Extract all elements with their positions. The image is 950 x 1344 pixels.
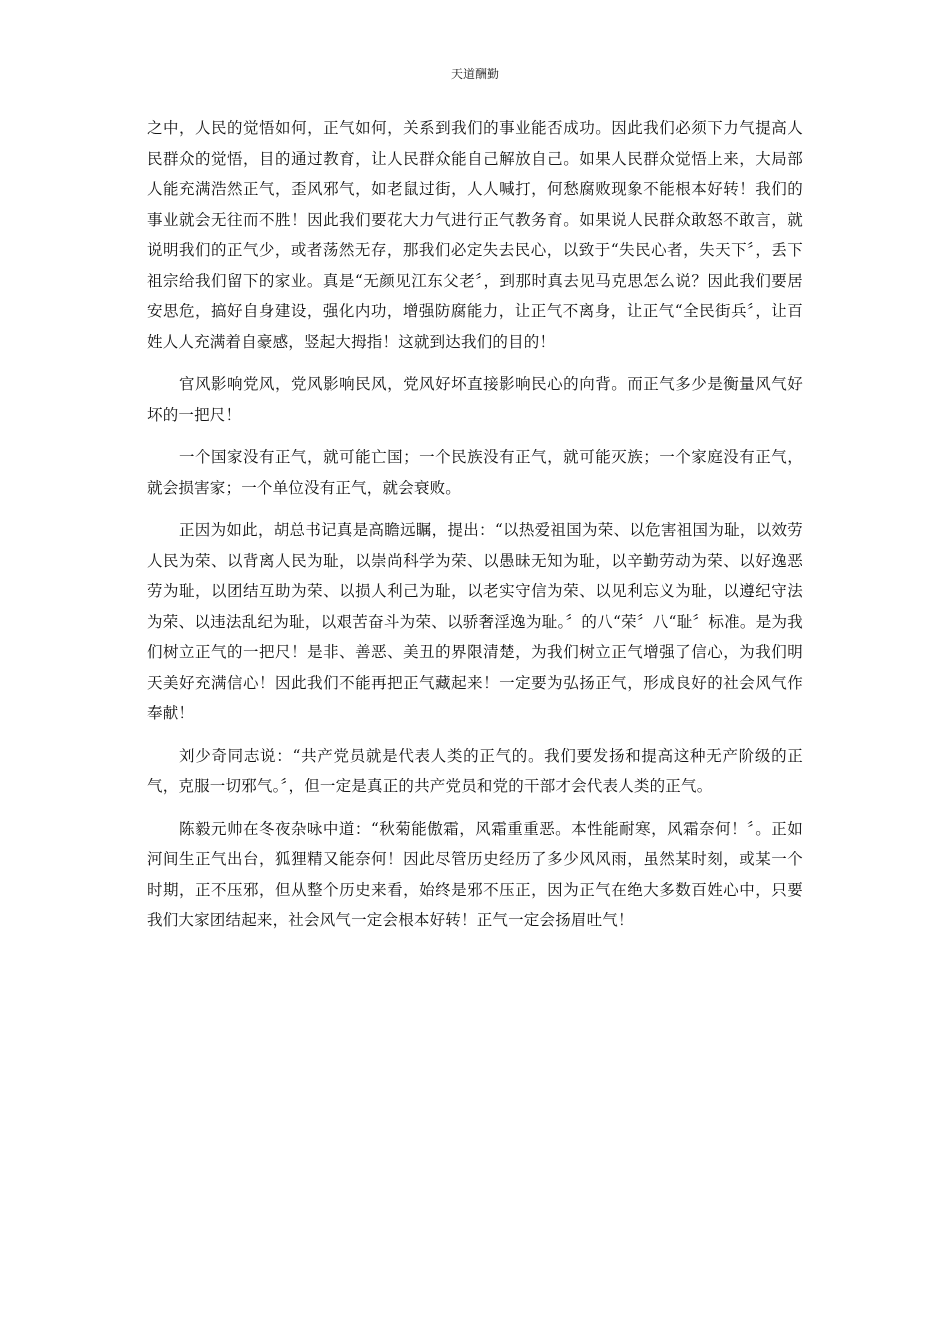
paragraph: 刘少奇同志说：“共产党员就是代表人类的正气的。我们要发扬和提高这种无产阶级的正气，克服一切邪气。〞，但一定是真正的共产党员和党的干部才会代表人类的正气。 [147,746,803,795]
document-body [147,113,803,948]
paragraph: 陈毅元帅在冬夜杂咏中道：“秋菊能傲霜，风霜重重恶。本性能耐寒，风霜奈何！〞。正如河间生正气出台，狐狸精又能奈何！因此尽管历史经历了多少风风雨，虽然某时刻，或某一个时期，正不压邪，但从整个历史来看，始终是邪不压正，因为正气在绝大多数百姓心中，只要我们大家团结起来，社会风气一定会根本好转！正气一定会扬眉吐气！ [147,819,803,929]
paragraph: 官风影响党风，党风影响民风，党风好坏直接影响民心的向背。而正气多少是衡量风气好坏的一把尺！ [147,375,803,424]
paragraph: 正因为如此，胡总书记真是高瞻远瞩，提出：“以热爱祖国为荣、以危害祖国为耻，以效劳人民为荣、以背离人民为耻，以崇尚科学为荣、以愚昧无知为耻，以辛勤劳动为荣、以好逸恶劳为耻，以团结互助为荣、以损人利己为耻，以老实守信为荣、以见利忘义为耻，以遵纪守法为荣、以违法乱纪为耻，以艰苦奋斗为荣、以骄奢淫逸为耻。〞的八“荣〞八“耻〞标准。是为我们树立正气的一把尺！是非、善恶、美丑的界限清楚，为我们树立正气增强了信心，为我们明天美好充满信心！因此我们不能再把正气藏起来！一定要为弘扬正气，形成良好的社会风气作奉献！ [147,521,803,722]
paragraph: 一个国家没有正气，就可能亡国；一个民族没有正气，就可能灭族；一个家庭没有正气，就会损害家；一个单位没有正气，就会衰败。 [147,448,803,497]
page-header: 天道酬勤 [450,67,499,81]
paragraph-continued: 之中，人民的觉悟如何，正气如何，关系到我们的事业能否成功。因此我们必须下力气提高人民群众的觉悟，目的通过教育，让人民群众能自己解放自己。如果人民群众觉悟上来，大局部人能充满浩然正气，歪风邪气，如老鼠过街，人人喊打，何愁腐败现象不能根本好转！我们的事业就会无往而不胜！因此我们要花大力气进行正气教务育。如果说人民群众敢怒不敢言，就说明我们的正气少，或者荡然无存，那我们必定失去民心，以致于“失民心者，失天下〞，丢下祖宗给我们留下的家业。真是“无颜见江东父老〞，到那时真去见马克思怎么说？因此我们要居安思危，搞好自身建设，强化内功，增强防腐能力，让正气不离身，让正气“全民街兵〞，让百姓人人充满着自豪感，竖起大拇指！这就到达我们的目的！ [147,119,803,351]
